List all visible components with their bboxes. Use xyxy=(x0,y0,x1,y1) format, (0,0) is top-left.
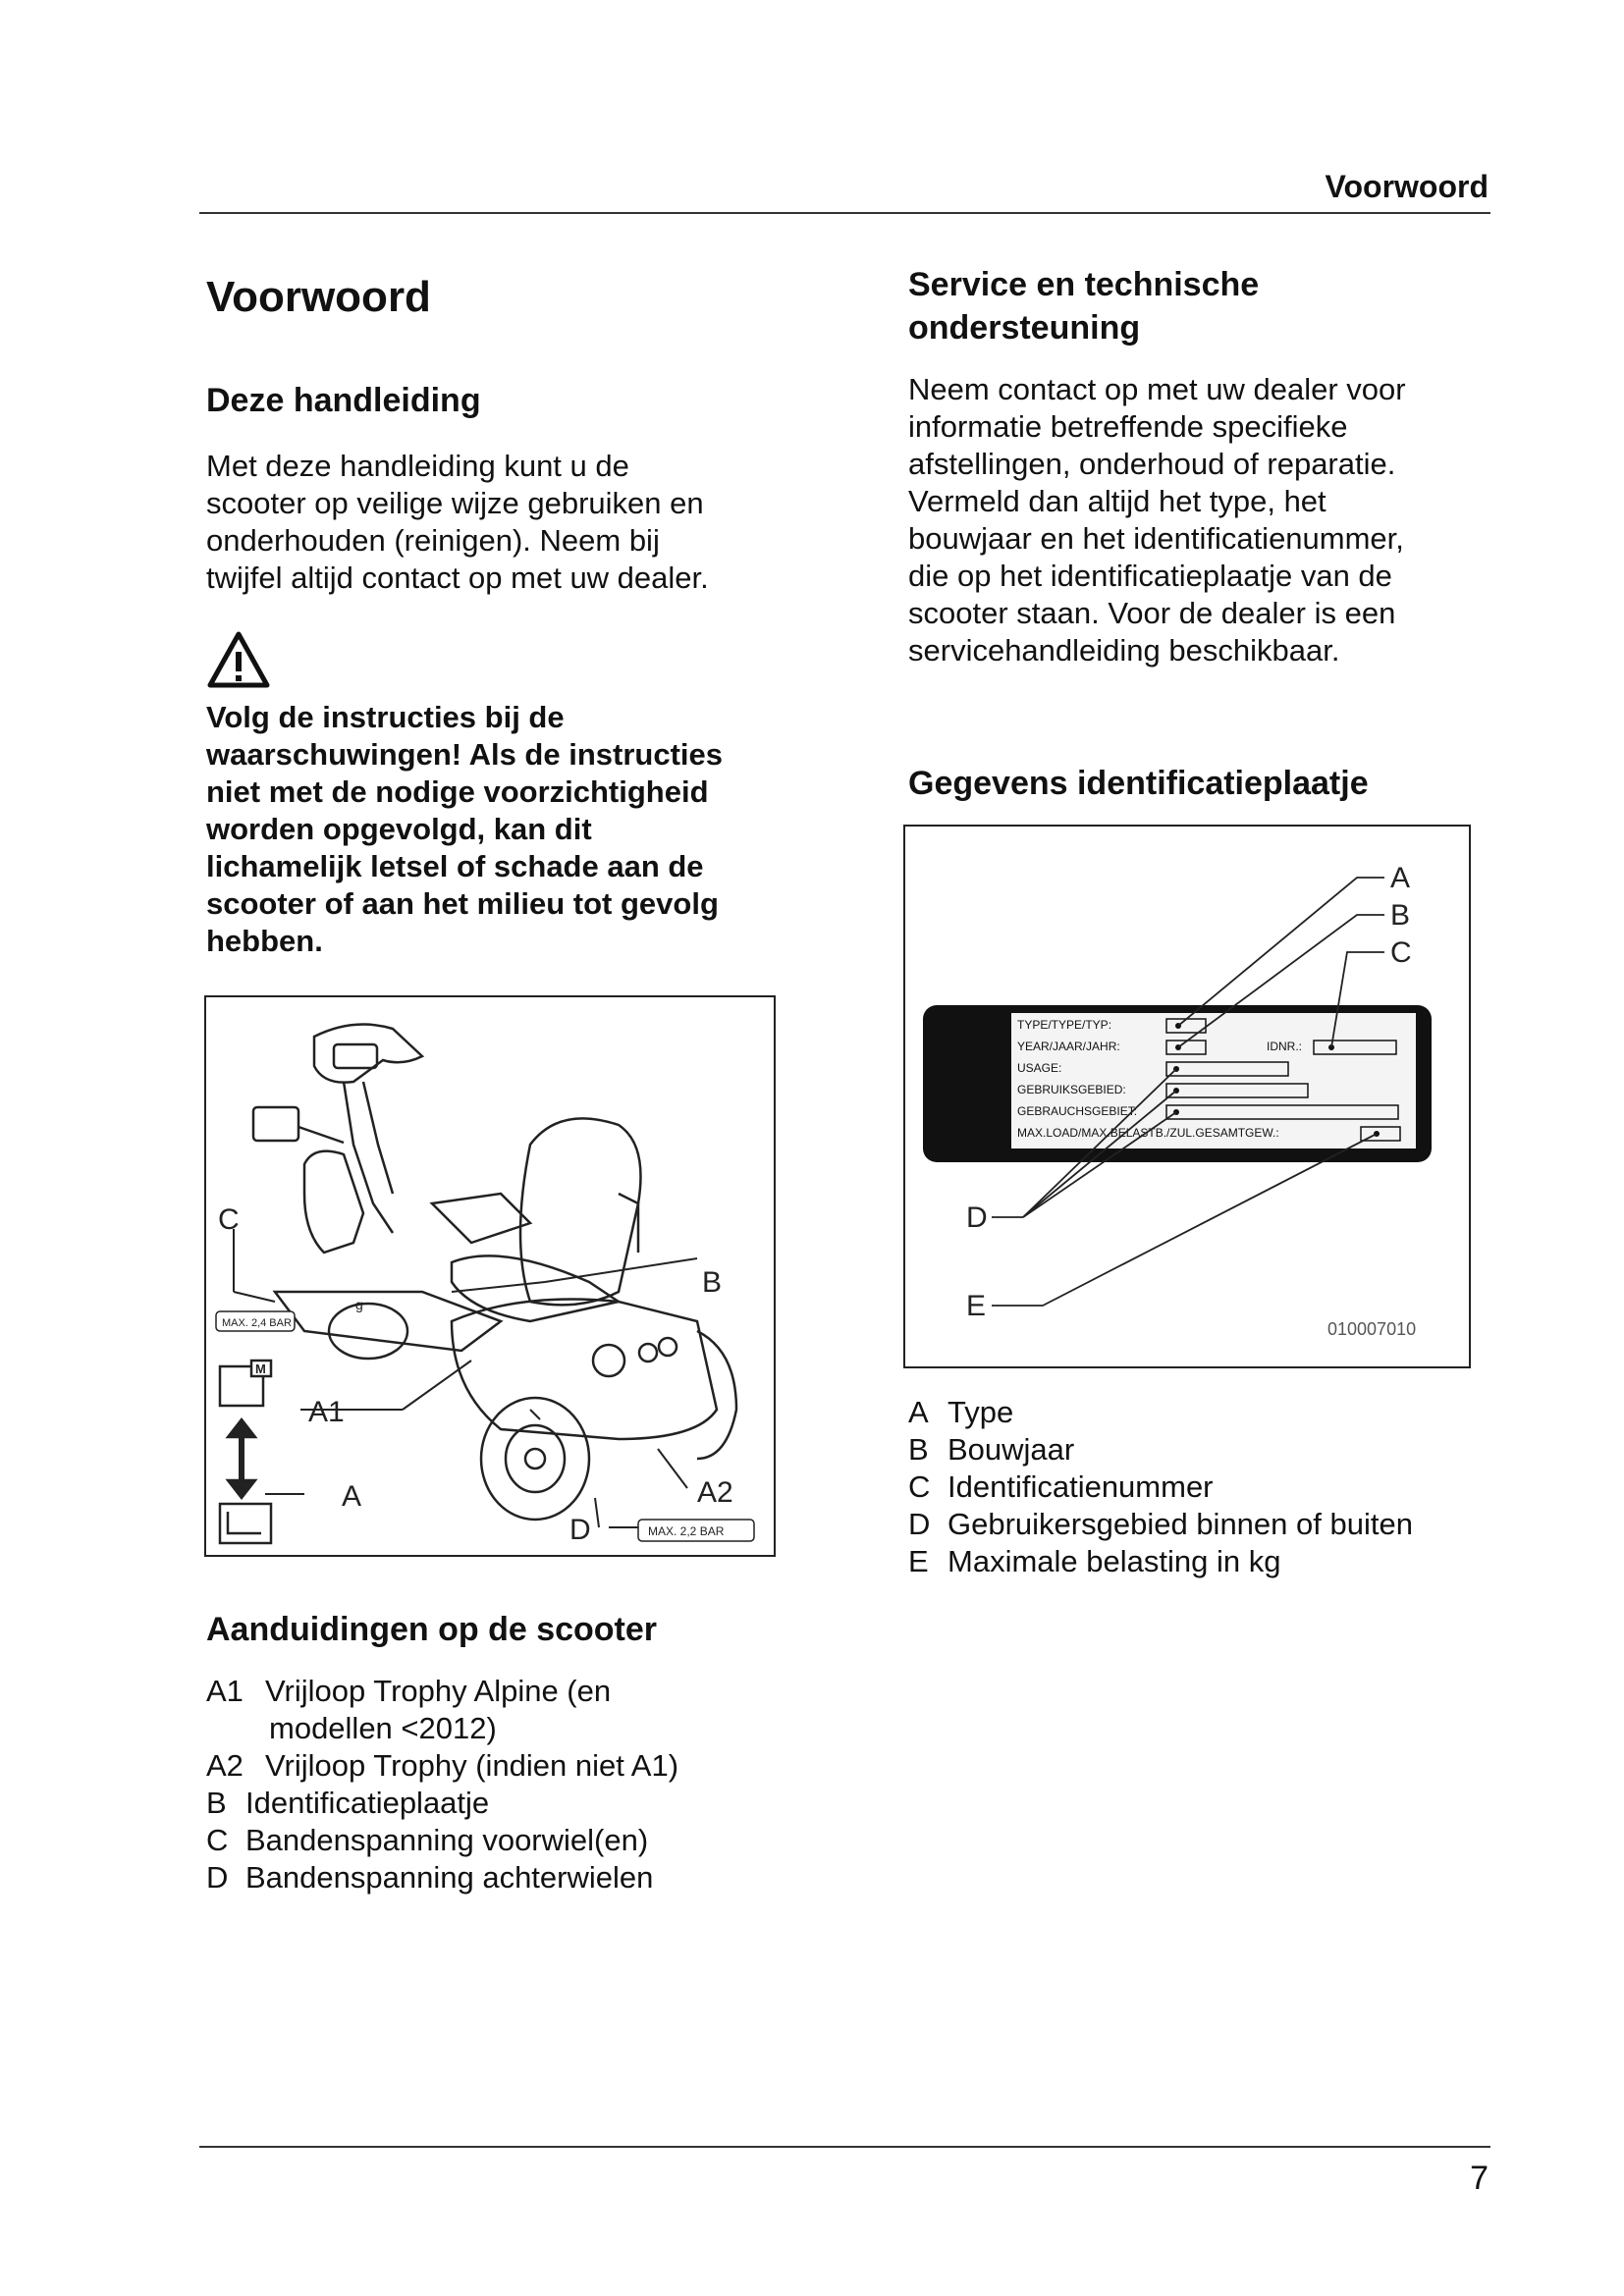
plate-figure xyxy=(903,825,1471,1368)
plate-illustration xyxy=(905,827,1469,1366)
front-shroud xyxy=(304,1151,363,1253)
label-c: C xyxy=(1390,936,1412,969)
header-rule xyxy=(199,212,1490,214)
tire-front-label: MAX. 2,4 BAR xyxy=(222,1317,292,1329)
warning-text: Volg de instructies bij de waarschuwingen! Als de instructies niet met de nodige voorzichtigheid worden opgevolgd, kan dit lichamelijk letsel of schade aan de scooter of aan het milieu tot gevolg hebben. xyxy=(206,700,723,958)
handlebar-shape xyxy=(314,1025,422,1083)
rear-body xyxy=(452,1300,717,1440)
scooter-figure xyxy=(204,995,776,1557)
label-a1: A1 xyxy=(308,1396,345,1428)
list-item: A2 Vrijloop Trophy (indien niet A1) xyxy=(206,1748,679,1783)
label-a2: A2 xyxy=(697,1476,733,1509)
page-number: 7 xyxy=(1470,2160,1489,2197)
plate-items-list xyxy=(908,1394,1413,1580)
plate-row-gebruiksgebied: GEBRUIKSGEBIED: xyxy=(1017,1083,1126,1096)
manual-heading: Deze handleiding xyxy=(206,382,481,419)
page-title: Voorwoord xyxy=(206,273,431,321)
label-e: E xyxy=(966,1290,987,1322)
label-g: g xyxy=(355,1297,363,1312)
plate-row-usage: USAGE: xyxy=(1017,1061,1062,1075)
list-item: D Gebruikersgebied binnen of buiten xyxy=(908,1507,1413,1541)
manual-text: Met deze handleiding kunt u de scooter op veilige wijze gebruiken en onderhouden (reinigen). Neem bij twijfel altijd contact op met uw dealer. xyxy=(206,449,709,595)
plate-heading: Gegevens identificatieplaatje xyxy=(908,765,1369,802)
label-a: A xyxy=(342,1480,362,1513)
label-d: D xyxy=(966,1201,988,1234)
markings-heading: Aanduidingen op de scooter xyxy=(206,1611,658,1648)
list-item: C Identificatienummer xyxy=(908,1469,1214,1504)
service-heading: Service en technische ondersteuning xyxy=(908,266,1260,347)
label-d: D xyxy=(569,1514,591,1546)
footboard xyxy=(275,1292,501,1351)
plate-row-gebrauchsgebiet: GEBRAUCHSGEBIET: xyxy=(1017,1104,1138,1118)
plate-idnr: IDNR.: xyxy=(1267,1040,1302,1053)
list-item: modellen <2012) xyxy=(269,1711,497,1745)
figure-code: 010007010 xyxy=(1327,1319,1417,1339)
tire-rear-label: MAX. 2,2 BAR xyxy=(648,1524,725,1538)
plate-row-year: YEAR/JAAR/JAHR: xyxy=(1017,1040,1120,1053)
list-item: A1 Vrijloop Trophy Alpine (en xyxy=(206,1674,612,1708)
rear-wheel xyxy=(481,1398,589,1520)
scooter-illustration xyxy=(206,997,774,1555)
list-item: A Type xyxy=(908,1395,1014,1429)
plate-row-type: TYPE/TYPE/TYP: xyxy=(1017,1018,1112,1032)
list-item: E Maximale belasting in kg xyxy=(908,1544,1281,1578)
markings-list xyxy=(206,1673,678,1896)
sticker-m: M xyxy=(255,1362,266,1376)
warning-triangle-icon xyxy=(206,630,271,689)
service-text: Neem contact op met uw dealer voor informatie betreffende specifieke afstellingen, onderhoud of reparatie. Vermeld dan altijd het type, het bouwjaar en het identificatienummer, die op het identificatieplaatje van de scooter staan. Voor de dealer is een servicehandleiding beschikbaar. xyxy=(908,372,1406,667)
list-item: B Identificatieplaatje xyxy=(206,1786,490,1820)
list-item: C Bandenspanning voorwiel(en) xyxy=(206,1823,649,1857)
list-item: B Bouwjaar xyxy=(908,1432,1075,1467)
label-c: C xyxy=(218,1203,240,1236)
label-a: A xyxy=(1390,862,1411,894)
label-b: B xyxy=(1390,899,1411,932)
mirror-shape xyxy=(253,1107,298,1141)
running-header: Voorwoord xyxy=(1325,169,1489,204)
plate-row-max-load: MAX.LOAD/MAX.BELASTB./ZUL.GESAMTGEW.: xyxy=(1017,1126,1279,1140)
label-b: B xyxy=(702,1266,723,1299)
list-item: D Bandenspanning achterwielen xyxy=(206,1860,654,1895)
footer-rule xyxy=(199,2146,1490,2148)
